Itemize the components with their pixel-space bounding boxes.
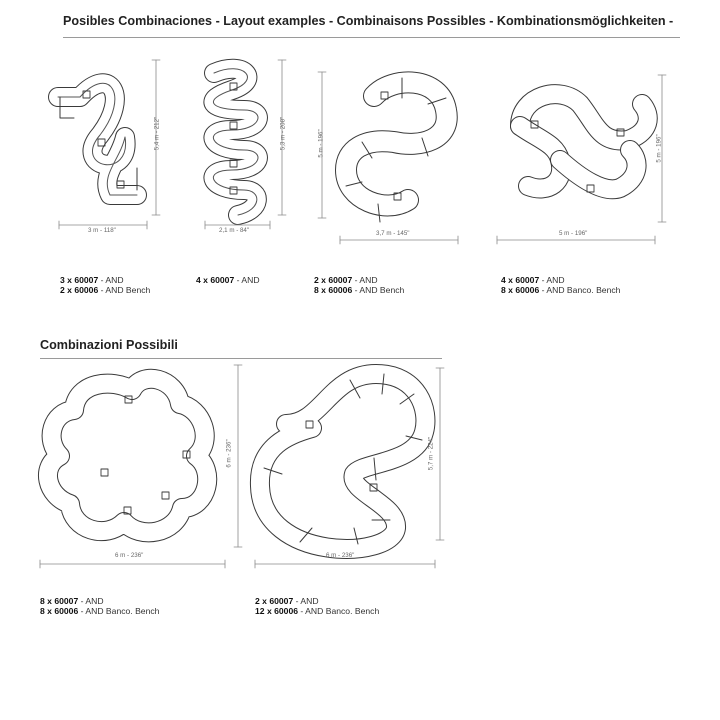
layout-1-snake-diagram — [58, 83, 137, 195]
section-title: Combinazioni Possibili — [40, 338, 178, 352]
layout-6-caption — [255, 596, 379, 616]
caption-line: 8 x 60006 - AND Banco. Bench — [40, 606, 160, 616]
caption-line: 2 x 60007 - AND — [255, 596, 319, 606]
layout-3-s-bench-diagram — [346, 78, 447, 222]
layout-1-caption — [60, 275, 150, 295]
caption-line: 8 x 60007 - AND — [40, 596, 104, 606]
layout-5-height-label: 6 m - 236" — [225, 439, 233, 468]
layout-2-width-label: 2,1 m - 84" — [219, 227, 250, 234]
layout-6-height-label: 5,7 m - 224" — [427, 436, 435, 471]
layout-3-height-label: 5 m - 196" — [317, 129, 325, 158]
caption-line: 4 x 60007 - AND — [196, 275, 260, 285]
layout-2-caption — [196, 275, 260, 285]
layout-1-width-label: 3 m - 118" — [88, 227, 116, 234]
layout-4-caption — [501, 275, 620, 295]
caption-line: 4 x 60007 - AND — [501, 275, 565, 285]
caption-line: 12 x 60006 - AND Banco. Bench — [255, 606, 380, 616]
layout-3-caption — [314, 275, 404, 295]
layout-6-bean-diagram — [260, 374, 426, 549]
layout-5-flower-diagram — [48, 379, 207, 533]
layout-4-height-label: 5 m - 196" — [655, 134, 663, 163]
layout-3-width-label: 3,7 m - 145" — [376, 230, 410, 237]
caption-line: 2 x 60006 - AND Bench — [60, 285, 151, 295]
page-title: Posibles Combinaciones - Layout examples - Combinaisons Possibles - Kombinationsmöglichkeiten - — [63, 14, 674, 28]
layout-5-caption — [40, 596, 159, 616]
caption-line: 8 x 60006 - AND Bench — [314, 285, 405, 295]
layout-2-coil-diagram — [213, 69, 258, 215]
layout-1-height-label: 5,4 m - 212" — [153, 116, 161, 151]
layout-4-pinwheel-diagram — [520, 94, 648, 192]
caption-line: 2 x 60007 - AND — [314, 275, 378, 285]
layout-5-width-label: 6 m - 236" — [115, 552, 144, 559]
layout-6-width-label: 6 m - 236" — [326, 552, 355, 559]
layout-4-width-label: 5 m - 196" — [559, 230, 588, 237]
layout-2-height-label: 5,3 m - 208" — [279, 116, 287, 151]
caption-line: 8 x 60006 - AND Banco. Bench — [501, 285, 621, 295]
caption-line: 3 x 60007 - AND — [60, 275, 124, 285]
